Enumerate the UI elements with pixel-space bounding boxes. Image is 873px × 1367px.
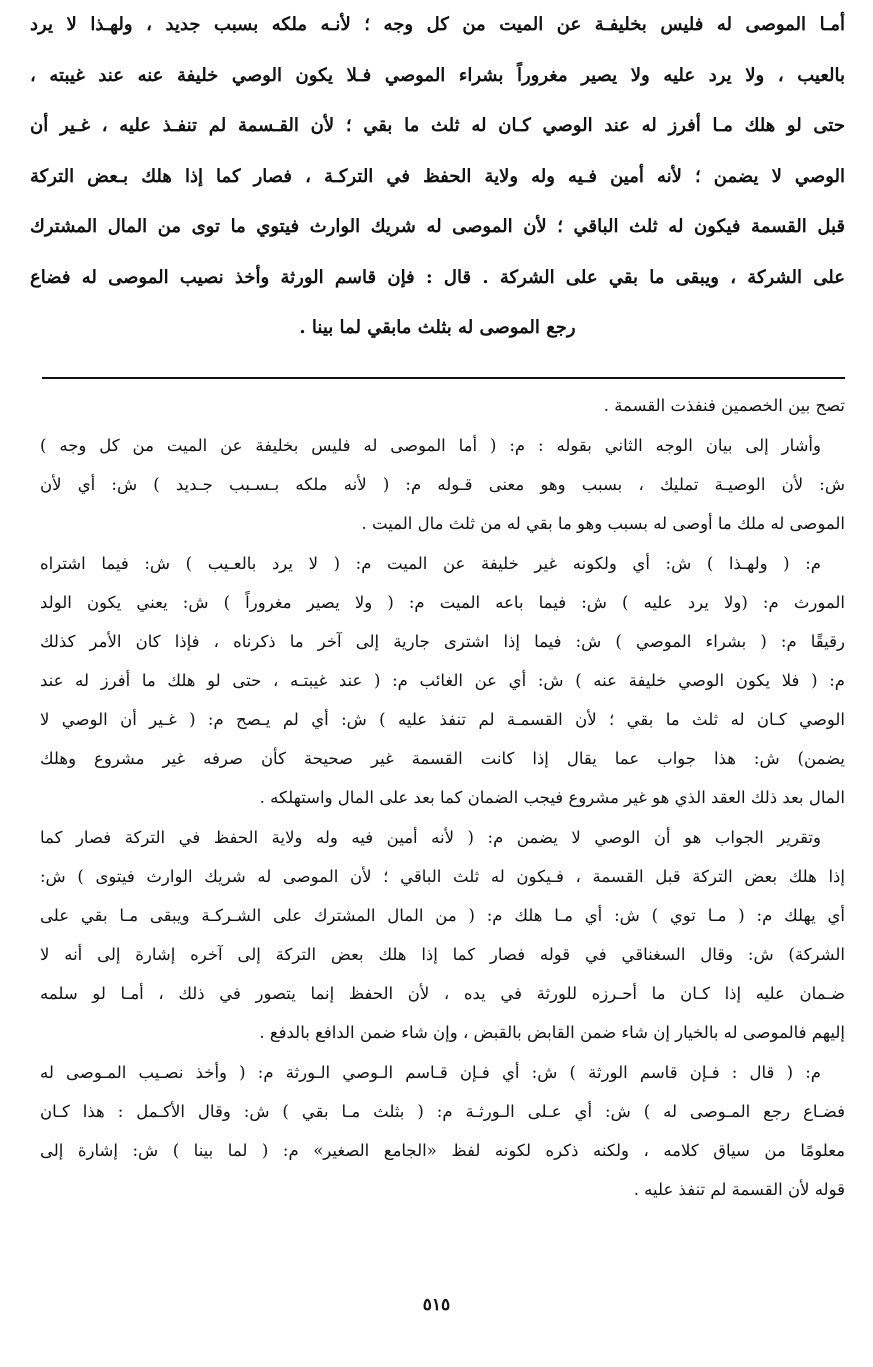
commentary-line: يضمن) ش: هذا جواب عما يقال إذا كانت القسمة غير صحيحة كأن صرفه غير مشروع وهلك: [40, 749, 845, 768]
main-text-line: على الشركة ، ويبقى ما بقي على الشركة . قال : فإن قاسم الورثة وأخذ نصيب الموصى له فضاع: [30, 266, 845, 288]
commentary-line: معلومًا من سياق كلامه ، ولكنه ذكره لكونه لفظ «الجامع الصغير» م: ( لما بينا ) ش: إشارة إلى: [40, 1141, 845, 1160]
commentary-line: م: ( ولهـذا ) ش: أي ولكونه غير خليفة عن الميت م: ( لا يرد بالعـيب ) ش: فيما اشتراه: [40, 554, 821, 573]
main-text-line: الوصي لا يضمن ؛ لأنه أمين فـيه وله ولاية الحفظ في التركـة ، فصار كما إذا هلك بـعض التركة: [30, 165, 845, 187]
commentary-paragraph: [40, 1053, 845, 1209]
footnote-divider: [42, 377, 845, 379]
commentary: [40, 386, 845, 1210]
commentary-line: أي يهلك م: ( مـا توي ) ش: أي مـا هلك م: ( من المال المشترك على الشـركـة ويبقى مـا بقي على: [40, 906, 845, 925]
commentary-line: إذا هلك بعض التركة قبل القسمة ، فـيكون له ثلث الباقي ؛ لأن الموصى له شريك الوارث فيتوى ) ش:: [40, 867, 845, 886]
commentary-paragraph: [40, 426, 845, 543]
commentary-line: ضـمان عليه إذا كـان ما أحـرزه للورثة في يده ، لأن الحفظ إنما يتصور في ذلك ، أمـا لو سلمه: [40, 984, 845, 1003]
commentary-paragraph: [40, 386, 845, 425]
commentary-line: رقيقًا م: ( بشراء الموصي ) ش: فيما إذا اشترى جارية إلى آخر ما ذكرناه ، فإذا كان الأمر كذلك: [40, 632, 845, 651]
commentary-line: م: ( فلا يكون الوصي خليفة عنه ) ش: أي عن الغائب م: ( عند غيبتـه ، حتى لو هلك ما أفرز له عند: [40, 671, 845, 690]
commentary-line: المال بعد ذلك العقد الذي هو غير مشروع فيجب الضمان كما بعد على المال واستهلكه .: [259, 788, 845, 807]
commentary-line: الموصى له ملك ما أوصى له بسبب وهو ما بقي له من ثلث مال الميت .: [361, 514, 845, 533]
commentary-line: وأشار إلى بيان الوجه الثاني بقوله : م: ( أما الموصى له فليس بخليفة عن الميت من كل وجه ): [40, 436, 821, 455]
commentary-line: قوله لأن القسمة لم تنفذ عليه .: [633, 1180, 845, 1199]
main-text: [30, 0, 845, 354]
commentary-line: إليهم فالموصى له بالخيار إن شاء ضمن القابض بالقبض ، وإن شاء ضمن الدافع بالدفع .: [259, 1023, 845, 1042]
commentary-paragraph: [40, 818, 845, 1052]
main-text-line: حتى لو هلك مـا أفرز له عند الوصي كـان له ثلث ما بقي ؛ لأن القـسمة لم تنفـذ عليه ، غـير أن: [30, 115, 845, 136]
commentary-line: الوصي كـان له ثلث ما بقي ؛ لأن القسمـة لم تنفذ عليه ) ش: أي لم يـصح م: ( غـير أن الوصي لا: [40, 710, 845, 729]
main-text-line: رجع الموصى له بثلث مابقي لما بينا .: [299, 317, 576, 338]
commentary-line: الشركة) ش: وقال السغناقي في قوله فصار كما إذا هلك بعض التركة إلى آخره إشارة إلى أنه لا: [40, 945, 845, 964]
main-text-line: بالعيب ، ولا يرد عليه ولا يصير مغروراً بشراء الموصي فـلا يكون الوصي خليفة عنه عند غيبته ،: [30, 64, 845, 86]
commentary-line: ش: لأن الوصيـة تمليك ، بسبب وهو معنى قـوله م: ( لأنه ملكه بـسـبب جـديد ) ش: أي لأن: [40, 475, 845, 494]
commentary-paragraph: [40, 544, 845, 817]
main-text-line: قبل القسمة فيكون له ثلث الباقي ؛ لأن الموصى له شريك الوارث فيتوي ما توى من المال المشترك: [30, 216, 845, 237]
commentary-line: م: ( قال : فـإن قاسم الورثة ) ش: أي فـإن قـاسم الـوصي الـورثة م: ( وأخذ نصـيب المـوصى له: [40, 1063, 821, 1082]
commentary-line: فضـاع رجع المـوصى له ) ش: أي عـلى الـورثـة م: ( بثلث مـا بقي ) ش: وقال الأكـمل : هذا كـان: [40, 1102, 845, 1121]
main-text-line: أمـا الموصى له فليس بخليفـة عن الميت من كل وجه ؛ لأنـه ملكه بسبب جديد ، ولهـذا لا يرد: [30, 14, 845, 35]
commentary-line: وتقرير الجواب هو أن الوصي لا يضمن م: ( لأنه أمين فيه وله ولاية الحفظ في التركة فصار كما: [40, 828, 821, 847]
page-number: ٥١٥: [422, 1295, 451, 1315]
commentary-line: المورث م: (ولا يرد عليه ) ش: فيما باعه الميت م: ( ولا يصير مغروراً ) ش: يعني يكون الولد: [40, 593, 845, 612]
commentary-line: تصح بين الخصمين فنفذت القسمة .: [603, 396, 845, 415]
